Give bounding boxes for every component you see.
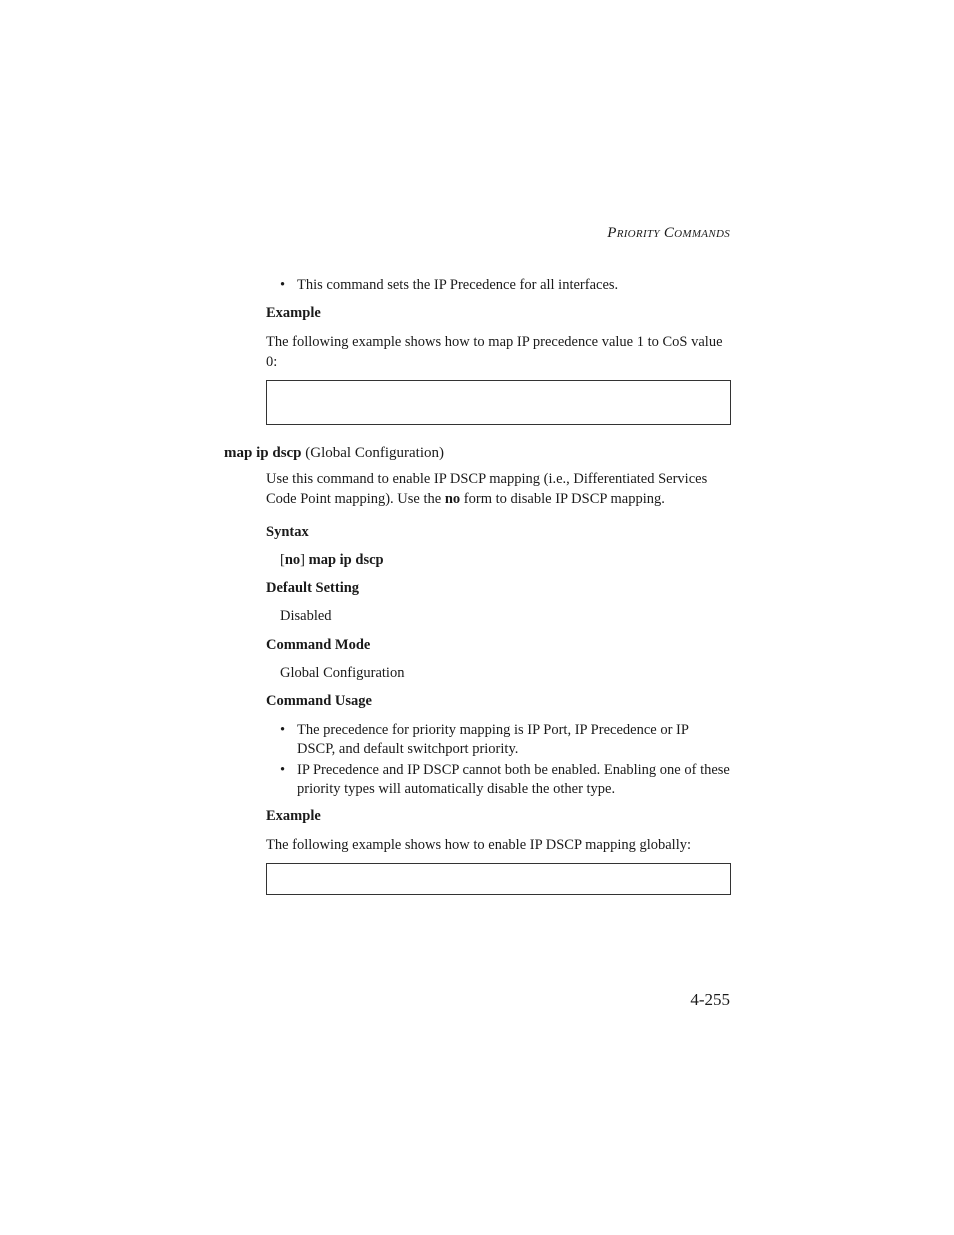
default-heading: Default Setting	[266, 580, 360, 596]
command-name: map ip dscp	[224, 445, 302, 461]
syntax-bracket-open: [	[280, 552, 285, 568]
description-text-end: form to disable IP DSCP mapping.	[460, 491, 665, 507]
example-text-1: The following example shows how to map IP precedence value 1 to CoS value 0:	[266, 334, 723, 370]
command-title	[224, 445, 444, 462]
command-description	[266, 469, 730, 509]
example-text-2: The following example shows how to enable IP DSCP mapping globally:	[266, 837, 692, 853]
description-text: Use this command to enable IP DSCP mapping (i.e., Differentiated Services Code Point mapping). Use the	[266, 471, 708, 507]
syntax-no: no	[284, 552, 301, 568]
description-keyword: no	[444, 491, 461, 507]
bullet-icon: •	[280, 762, 286, 778]
example-heading-2: Example	[266, 808, 321, 824]
usage-heading: Command Usage	[266, 693, 372, 709]
usage-text: IP Precedence and IP DSCP cannot both be enabled. Enabling one of these priority types will automatically disable the other type.	[297, 762, 730, 797]
syntax-heading: Syntax	[266, 524, 309, 540]
mode-heading: Command Mode	[266, 637, 371, 653]
usage-item	[280, 761, 730, 799]
usage-item	[280, 721, 730, 759]
header-rest-1: RIORITY	[616, 228, 660, 240]
bullet-icon: •	[280, 722, 286, 738]
bullet-icon: •	[280, 277, 286, 293]
header-rest-2: OMMANDS	[674, 228, 730, 240]
page-number: 4-255	[690, 990, 730, 1009]
syntax-bracket-close: ]	[300, 552, 309, 568]
syntax-line	[280, 552, 384, 569]
header-initial-1: P	[607, 225, 617, 241]
mode-value: Global Configuration	[280, 665, 405, 681]
usage-text: The precedence for priority mapping is IP Port, IP Precedence or IP DSCP, and default switchport priority.	[297, 722, 689, 757]
code-example-box-2	[266, 863, 731, 895]
header-initial-2: C	[663, 225, 675, 241]
bullet-text: This command sets the IP Precedence for all interfaces.	[297, 277, 619, 293]
syntax-command: map ip dscp	[308, 552, 384, 568]
command-mode-suffix: (Global Configuration)	[305, 445, 445, 461]
bullet-item	[280, 276, 730, 295]
code-example-box-1	[266, 380, 731, 425]
running-header	[607, 225, 730, 242]
example-heading-1: Example	[266, 305, 321, 321]
default-value: Disabled	[280, 608, 332, 624]
